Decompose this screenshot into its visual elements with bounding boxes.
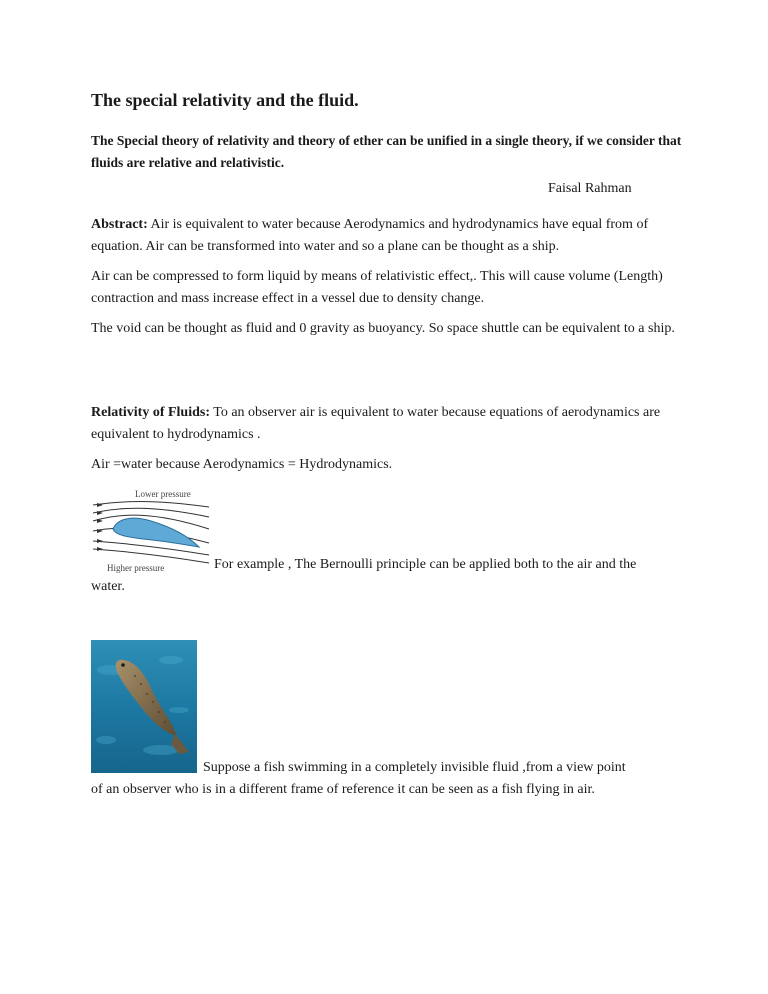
relativity-of-fluids-label: Relativity of Fluids: (91, 405, 210, 420)
figure-label-higher-pressure: Higher pressure (107, 563, 165, 573)
document-title: The special relativity and the fluid. (91, 90, 359, 110)
abstract-text: Air is equivalent to water because Aerodynamics and hydrodynamics have equal from of equation. Air can be transformed into water and so a plane can be thought as a ship. (91, 217, 649, 254)
abstract-paragraph (91, 214, 691, 258)
airfoil-streamline-figure (91, 485, 211, 577)
relativity-of-fluids-text: To an observer air is equivalent to water because equations of aerodynamics are equivalent to hydrodynamics . (91, 405, 661, 442)
void-paragraph: The void can be thought as fluid and 0 gravity as buoyancy. So space shuttle can be equivalent to a ship. (91, 321, 675, 336)
figure-label-lower-pressure: Lower pressure (135, 489, 191, 499)
bernoulli-caption-line-1: For example , The Bernoulli principle can be applied both to the air and the (214, 557, 637, 572)
abstract-label: Abstract: (91, 217, 148, 232)
fish-photo (91, 640, 197, 773)
lead-statement: The Special theory of relativity and theory of ether can be unified in a single theory, if we consider that fluids are relative and relativistic. (91, 133, 682, 170)
author-name: Faisal Rahman (548, 181, 632, 196)
air-water-statement: Air =water because Aerodynamics = Hydrodynamics. (91, 457, 393, 472)
fish-caption-line-2: of an observer who is in a different frame of reference it can be seen as a fish flying in air. (91, 782, 595, 797)
fish-eye (121, 663, 125, 667)
compression-paragraph: Air can be compressed to form liquid by means of relativistic effect,. This will cause volume (Length) contraction and mass increase effect in a vessel due to density change. (91, 269, 663, 306)
relativity-of-fluids-paragraph (91, 402, 691, 446)
fish-caption-line-1: Suppose a fish swimming in a completely invisible fluid ,from a view point (203, 760, 626, 775)
bernoulli-caption-line-2: water. (91, 579, 125, 594)
